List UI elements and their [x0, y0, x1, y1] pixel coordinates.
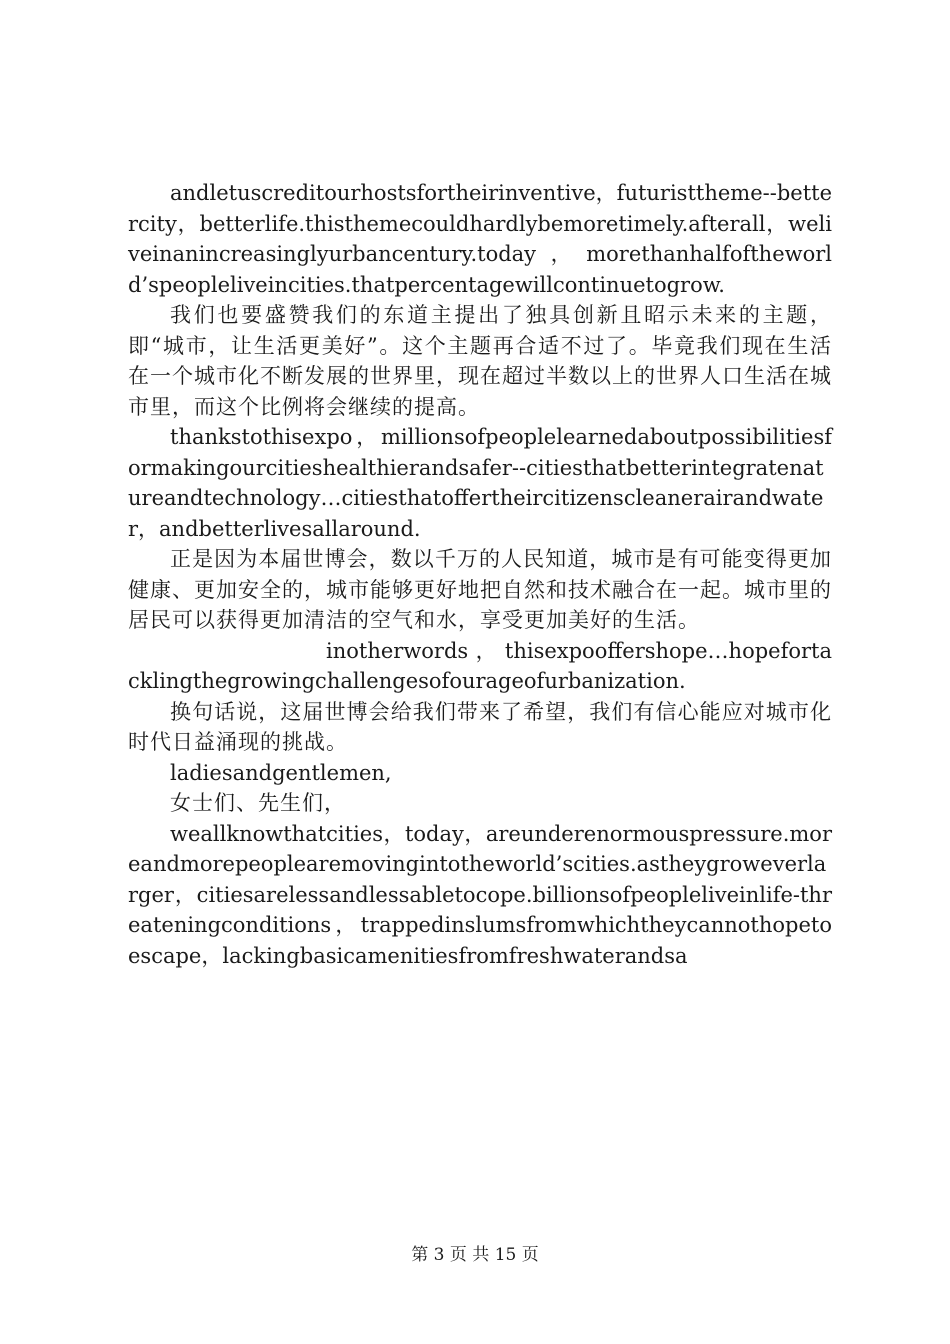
paragraph-en-pressure: weallknowthatcities，today，areunderenormouspressure.moreandmorepeoplearemovingintotheworld’scities.astheygroweverlarger，citiesarelessandlessabletocope.billionsofpeopleliveinlife-threateningconditions，trappedinslumsfromwhichtheycannothopetoescape，lackingbasicamenitiesfromfreshwaterandsa — [128, 821, 832, 968]
paragraph-en-hope: inotherwords ， thisexpooffershope…hopefortacklingthegrowingchallengesofourageofurbanization. — [128, 638, 832, 693]
page-number-footer: 第 3 页 共 15 页 — [411, 1245, 539, 1265]
paragraph-cn-theme: 我们也要盛赞我们的东道主提出了独具创新且昭示未来的主题，即“城市，让生活更美好”。这个主题再合适不过了。毕竟我们现在生活在一个城市化不断发展的世界里，现在超过半数以上的世界人口生活在城市里，而这个比例将会继续的提高。 — [128, 303, 832, 419]
paragraph-en-theme: andletuscreditourhostsfortheirinventive，futuristtheme--bettercity，betterlife.thisthemecouldhardlybemoretimely.afterall，weliveinanincreasinglyurbancentury.today，morethanhalfoftheworld’speopleliveincities.thatpercentagewillcontinuetogrow. — [128, 181, 833, 297]
document-body — [128, 178, 832, 971]
paragraph-cn-hope: 换句话说，这届世博会给我们带来了希望，我们有信心能应对城市化时代日益涌现的挑战。 — [128, 699, 832, 754]
paragraph-en-greeting: ladiesandgentlemen, — [170, 760, 392, 785]
paragraph-cn-greeting: 女士们、先生们， — [170, 791, 346, 815]
paragraph-en-expo: thankstothisexpo，millionsofpeoplelearnedaboutpossibilitiesformakingourcitieshealthierandsafer--citiesthatbetterintegratenatureandtechnology…citiesthatoffertheircitizenscleanerairandwater，andbetterlivesallaround. — [128, 425, 832, 541]
paragraph-cn-expo: 正是因为本届世博会，数以千万的人民知道，城市是有可能变得更加健康、更加安全的，城市能够更好地把自然和技术融合在一起。城市里的居民可以获得更加清洁的空气和水，享受更加美好的生活。 — [128, 547, 832, 632]
